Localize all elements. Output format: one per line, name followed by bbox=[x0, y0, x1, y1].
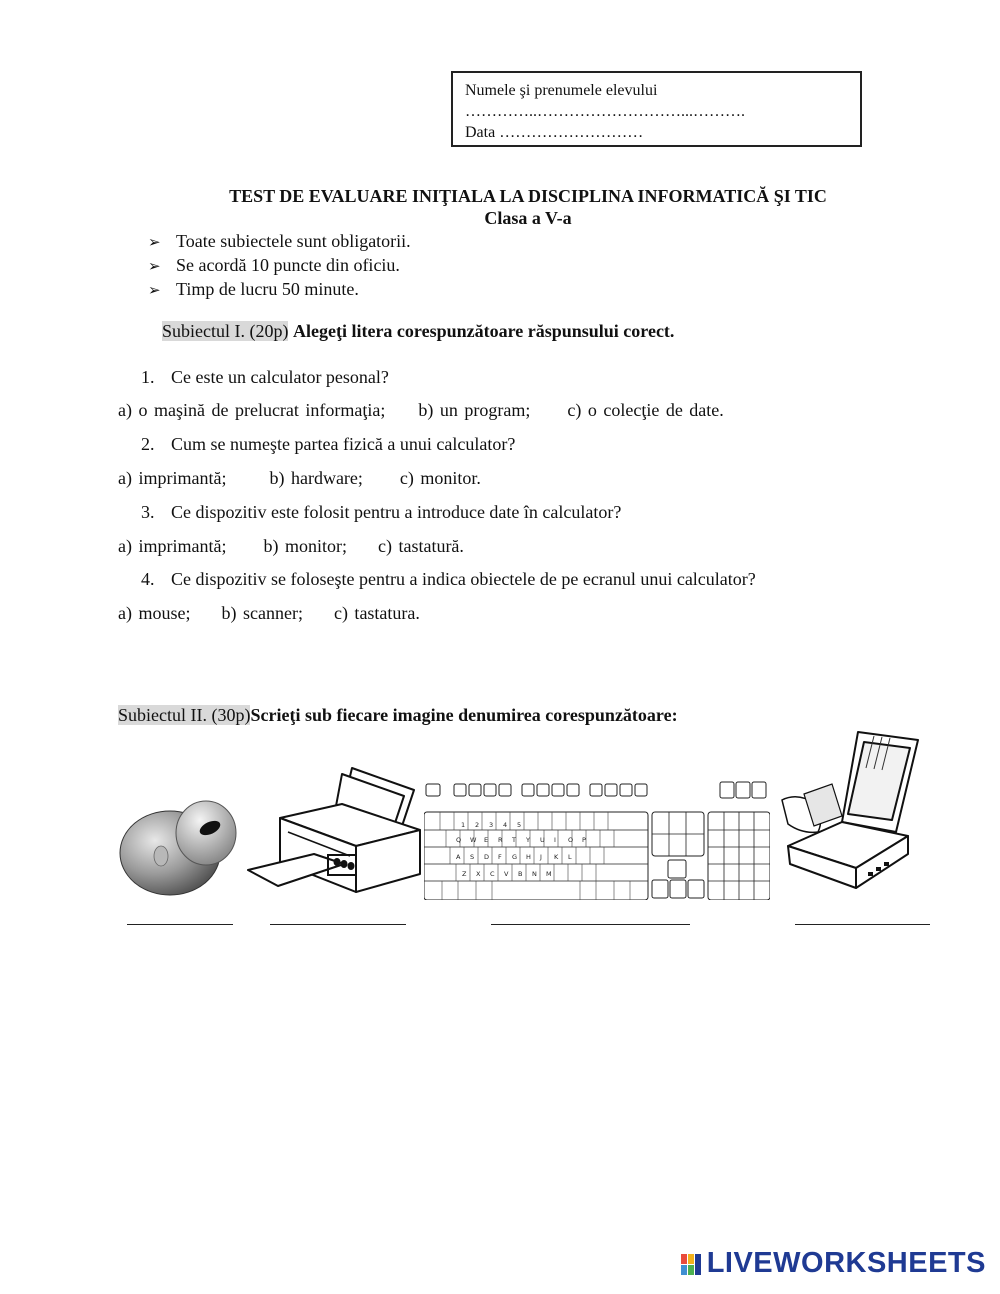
arrow-bullet-icon: ➢ bbox=[148, 233, 161, 251]
svg-text:G: G bbox=[512, 853, 518, 861]
answer-line-printer[interactable] bbox=[270, 924, 406, 925]
answers-2 bbox=[118, 468, 481, 489]
rule-item: ➢ Toate subiectele sunt obligatorii. bbox=[148, 230, 411, 254]
svg-text:P: P bbox=[582, 836, 586, 844]
test-title-line2: Clasa a V-a bbox=[484, 208, 572, 228]
answer-option[interactable]: b) hardware; bbox=[269, 468, 363, 488]
svg-text:A: A bbox=[456, 853, 461, 861]
arrow-bullet-icon: ➢ bbox=[148, 281, 161, 299]
subject2-instruction: Scrieţi sub fiecare imagine denumirea corespunzătoare: bbox=[250, 705, 678, 725]
svg-text:J: J bbox=[540, 853, 542, 861]
svg-text:2: 2 bbox=[475, 821, 480, 829]
rule-item: ➢ Timp de lucru 50 minute. bbox=[148, 278, 411, 302]
svg-text:X: X bbox=[476, 870, 481, 878]
student-info-box bbox=[451, 71, 862, 147]
answer-option[interactable]: a) mouse; bbox=[118, 603, 191, 623]
svg-text:O: O bbox=[568, 836, 574, 844]
mouse-image bbox=[118, 795, 238, 900]
svg-text:E: E bbox=[484, 836, 489, 844]
subject2-header bbox=[118, 705, 678, 726]
svg-text:U: U bbox=[540, 836, 545, 844]
student-name-field[interactable]: …………..………………………...………. bbox=[465, 103, 745, 120]
test-title bbox=[0, 185, 1000, 229]
liveworksheets-mark-icon bbox=[681, 1252, 703, 1276]
svg-text:F: F bbox=[498, 853, 502, 861]
answer-line-keyboard[interactable] bbox=[491, 924, 690, 925]
svg-text:N: N bbox=[532, 870, 537, 878]
answer-option[interactable]: b) monitor; bbox=[263, 536, 347, 556]
question-4: 4. Ce dispozitiv se foloseşte pentru a indica obiectele de pe ecranul unui calculator? bbox=[141, 569, 756, 589]
answer-option[interactable]: c) tastatura. bbox=[333, 603, 420, 623]
svg-text:5: 5 bbox=[517, 821, 522, 829]
subject1-instruction: Alegeţi litera corespunzătoare răspunsului corect. bbox=[292, 321, 675, 341]
answer-option[interactable]: c) monitor. bbox=[399, 468, 481, 488]
student-name-label: Numele şi prenumele elevului bbox=[465, 82, 658, 99]
subject1-header bbox=[162, 321, 674, 342]
subject2-label: Subiectul II. (30p) bbox=[118, 705, 251, 725]
svg-text:1: 1 bbox=[461, 821, 466, 829]
question-1: 1. Ce este un calculator pesonal? bbox=[141, 367, 389, 387]
answers-4 bbox=[118, 603, 420, 624]
answer-option[interactable]: a) o maşină de prelucrat informaţia; bbox=[118, 400, 386, 420]
answers-3 bbox=[118, 536, 464, 557]
svg-text:W: W bbox=[470, 836, 477, 844]
svg-text:I: I bbox=[554, 836, 556, 844]
liveworksheets-logo bbox=[681, 1247, 986, 1280]
answer-option[interactable]: c) o colecţie de date. bbox=[567, 400, 724, 420]
rules-list bbox=[148, 230, 411, 302]
svg-text:3: 3 bbox=[489, 821, 494, 829]
svg-text:L: L bbox=[568, 853, 572, 861]
svg-text:Y: Y bbox=[526, 836, 530, 844]
answer-line-scanner[interactable] bbox=[795, 924, 930, 925]
svg-text:D: D bbox=[484, 853, 490, 861]
svg-text:H: H bbox=[526, 853, 531, 861]
test-title-line1: TEST DE EVALUARE INIŢIALA LA DISCIPLINA INFORMATICĂ ŞI TIC bbox=[229, 186, 827, 206]
answer-option[interactable]: c) tastatură. bbox=[377, 536, 464, 556]
rule-item: ➢ Se acordă 10 puncte din oficiu. bbox=[148, 254, 411, 278]
scanner-image bbox=[778, 728, 928, 898]
svg-text:C: C bbox=[490, 870, 495, 878]
logo-text: LIVEWORKSHEETS bbox=[706, 1247, 986, 1279]
svg-text:S: S bbox=[470, 853, 475, 861]
question-3: 3. Ce dispozitiv este folosit pentru a introduce date în calculator? bbox=[141, 502, 622, 522]
arrow-bullet-icon: ➢ bbox=[148, 257, 161, 275]
svg-text:Z: Z bbox=[462, 870, 467, 878]
svg-text:K: K bbox=[554, 853, 559, 861]
question-2: 2. Cum se numeşte partea fizică a unui calculator? bbox=[141, 434, 516, 454]
answer-option[interactable]: b) scanner; bbox=[221, 603, 303, 623]
keyboard-image bbox=[424, 780, 770, 900]
answer-option[interactable]: a) imprimantă; bbox=[118, 468, 227, 488]
subject1-label: Subiectul I. (20p) bbox=[162, 321, 289, 341]
svg-text:B: B bbox=[518, 870, 523, 878]
date-field[interactable]: Data ……………………… bbox=[465, 124, 644, 141]
svg-text:R: R bbox=[498, 836, 503, 844]
answer-line-mouse[interactable] bbox=[127, 924, 233, 925]
svg-text:4: 4 bbox=[503, 821, 508, 829]
printer-image bbox=[244, 762, 424, 900]
svg-text:M: M bbox=[546, 870, 552, 878]
answers-1 bbox=[118, 400, 724, 421]
svg-text:Q: Q bbox=[456, 836, 462, 844]
svg-text:V: V bbox=[504, 870, 509, 878]
svg-text:T: T bbox=[512, 836, 516, 844]
answer-option[interactable]: a) imprimantă; bbox=[118, 536, 227, 556]
answer-option[interactable]: b) un program; bbox=[418, 400, 531, 420]
